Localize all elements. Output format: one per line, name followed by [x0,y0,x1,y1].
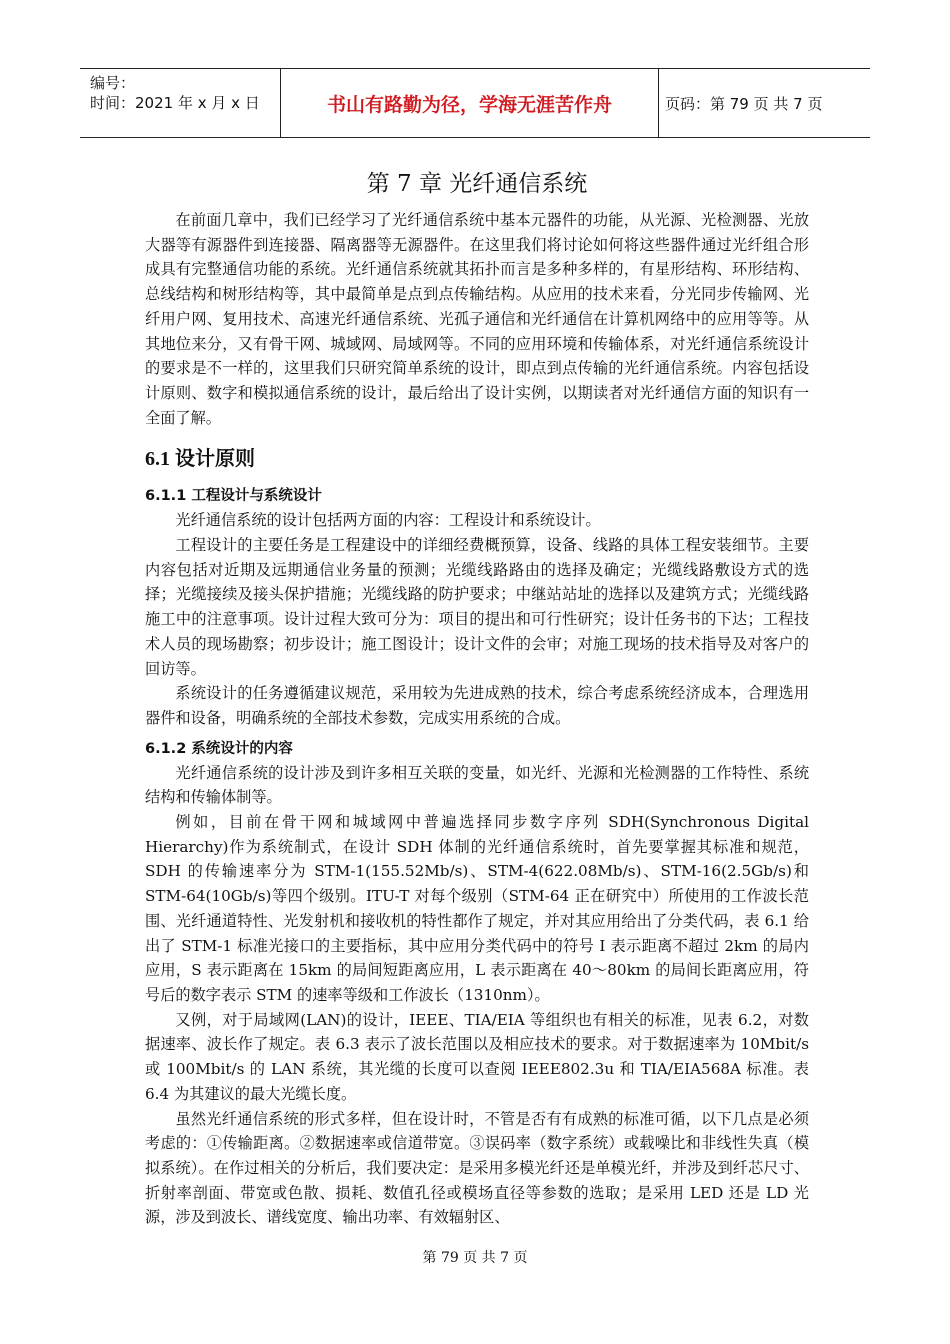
doc-number-label: 编号： [90,74,136,92]
doc-time-label: 时间：2021 年 x 月 x 日 [90,94,260,112]
paragraph: 系统设计的任务遵循建议规范，采用较为先进成熟的技术，综合考虑系统经济成本，合理选用器件和设备，明确系统的全部技术参数，完成实用系统的合成。 [145,684,809,727]
paragraph: 光纤通信系统的设计包括两方面的内容：工程设计和系统设计。 [175,511,601,530]
paragraph: 光纤通信系统的设计涉及到许多相互关联的变量，如光纤、光源和光检测器的工作特性、系统结构和传输体制等。 [145,763,809,807]
header-motto: 书山有路勤为径，学海无涯苦作舟 [326,93,612,116]
paragraph: 虽然光纤通信系统的形式多样，但在设计时，不管是否有有成熟的标准可循，以下几点是必须考虑的：①传输距离。②数据速率或信道带宽。③误码率（数字系统）或载噪比和非线性失真（模拟系统）。在作过相关的分析后，我们要决定：是采用多模光纤还是单模光纤，并涉及到纤芯尺寸、折射率剖面、带宽或色散、损耗、数值孔径或模场直径等参数的选取；是采用 LED 还是 LD 光源，涉及到波长、谱线宽度、输出功率、有效辐射区、 [145,1109,809,1227]
paragraph: 工程设计的主要任务是工程建设中的详细经费概预算，设备、线路的具体工程安装细节。主要内容包括对近期及远期通信业务量的预测；光缆线路路由的选择及确定；光缆线路敷设方式的选择；光缆接续及接头保护措施；光缆线路的防护要求；中继站站址的选择以及建筑方式；光缆线路施工中的注意事项。设计过程大致可分为：项目的提出和可行性研究；设计任务书的下达；工程技术人员的现场勘察；初步设计；施工图设计；设计文件的会审；对施工现场的技术指导及对客户的回访等。 [145,536,809,678]
subsection-heading-2: 6.1.2 系统设计的内容 [145,740,293,757]
intro-paragraph: 在前面几章中，我们已经学习了光纤通信系统中基本元器件的功能，从光源、光检测器、光放大器等有源器件到连接器、隔离器等无源器件。在这里我们将讨论如何将这些器件通过光纤组合形成具有完整通信功能的系统。光纤通信系统就其拓扑而言是多种多样的，有星形结构、环形结构、总线结构和树形结构等，其中最简单是点到点传输结构。从应用的技术来看，分光同步传输网、光纤用户网、复用技术、高速光纤通信系统、光孤子通信和光纤通信在计算机网络中的应用等等。从其地位来分，又有骨干网、城域网、局域网等。不同的应用环境和传输体系，对光纤通信系统设计的要求是不一样的，这里我们只研究简单系统的设计，即点到点传输的光纤通信系统。内容包括设计原则、数字和模拟通信系统的设计，最后给出了设计实例，以期读者对光纤通信方面的知识有一全面了解。 [145,211,809,427]
paragraph: 例如，目前在骨干网和城域网中普遍选择同步数字序列 SDH(Synchronous Digital Hierarchy)作为系统制式，在设计 SDH 体制的光纤通信系统时，首先要掌握其标准和规范，SDH 的传输速率分为 STM-1(155.52Mb/s)、STM-4(622.08Mb/s)、STM-16(2.5Gb/s)和 STM-64(10Gb/s)等四个级别。ITU-T 对每个级别（STM-64 正在研究中）所使用的工作波长范围、光纤通道特性、光发射机和接收机的特性都作了规定，并对其应用给出了分类代码，表 6.1 给出了 STM-1 标准光接口的主要指标，其中应用分类代码中的符号 I 表示距离不超过 2km 的局内应用，S 表示距离在 15km 的局间短距离应用，L 表示距离在 40～80km 的局间长距离应用，符号后的数字表示 STM 的速率等级和工作波长（1310nm）。 [145,813,809,1004]
header-page-info: 页码：第 79 页 共 7 页 [665,94,823,113]
header-page-cell [659,69,870,137]
paragraph: 又例，对于局域网(LAN)的设计，IEEE、TIA/EIA 等组织也有相关的标准，见表 6.2，对数据速率、波长作了规定。表 6.3 表示了波长范围以及相应技术的要求。对于数据速率为 10Mbit/s 或 100Mbit/s 的 LAN 系统，其光缆的长度可以查阅 IEEE802.3u 和 TIA/EIA568A 标准。表 6.4 为其建议的最大光缆长度。 [145,1010,809,1103]
section-heading: 6.1 设计原则 [145,448,255,471]
page-header [80,68,870,138]
subsection-heading-1: 6.1.1 工程设计与系统设计 [145,488,322,505]
page-footer: 第 79 页 共 7 页 [422,1250,528,1266]
document-body [145,168,809,1230]
header-motto-cell [281,69,659,137]
header-meta [80,69,281,137]
chapter-title: 第 7 章 光纤通信系统 [366,171,588,197]
